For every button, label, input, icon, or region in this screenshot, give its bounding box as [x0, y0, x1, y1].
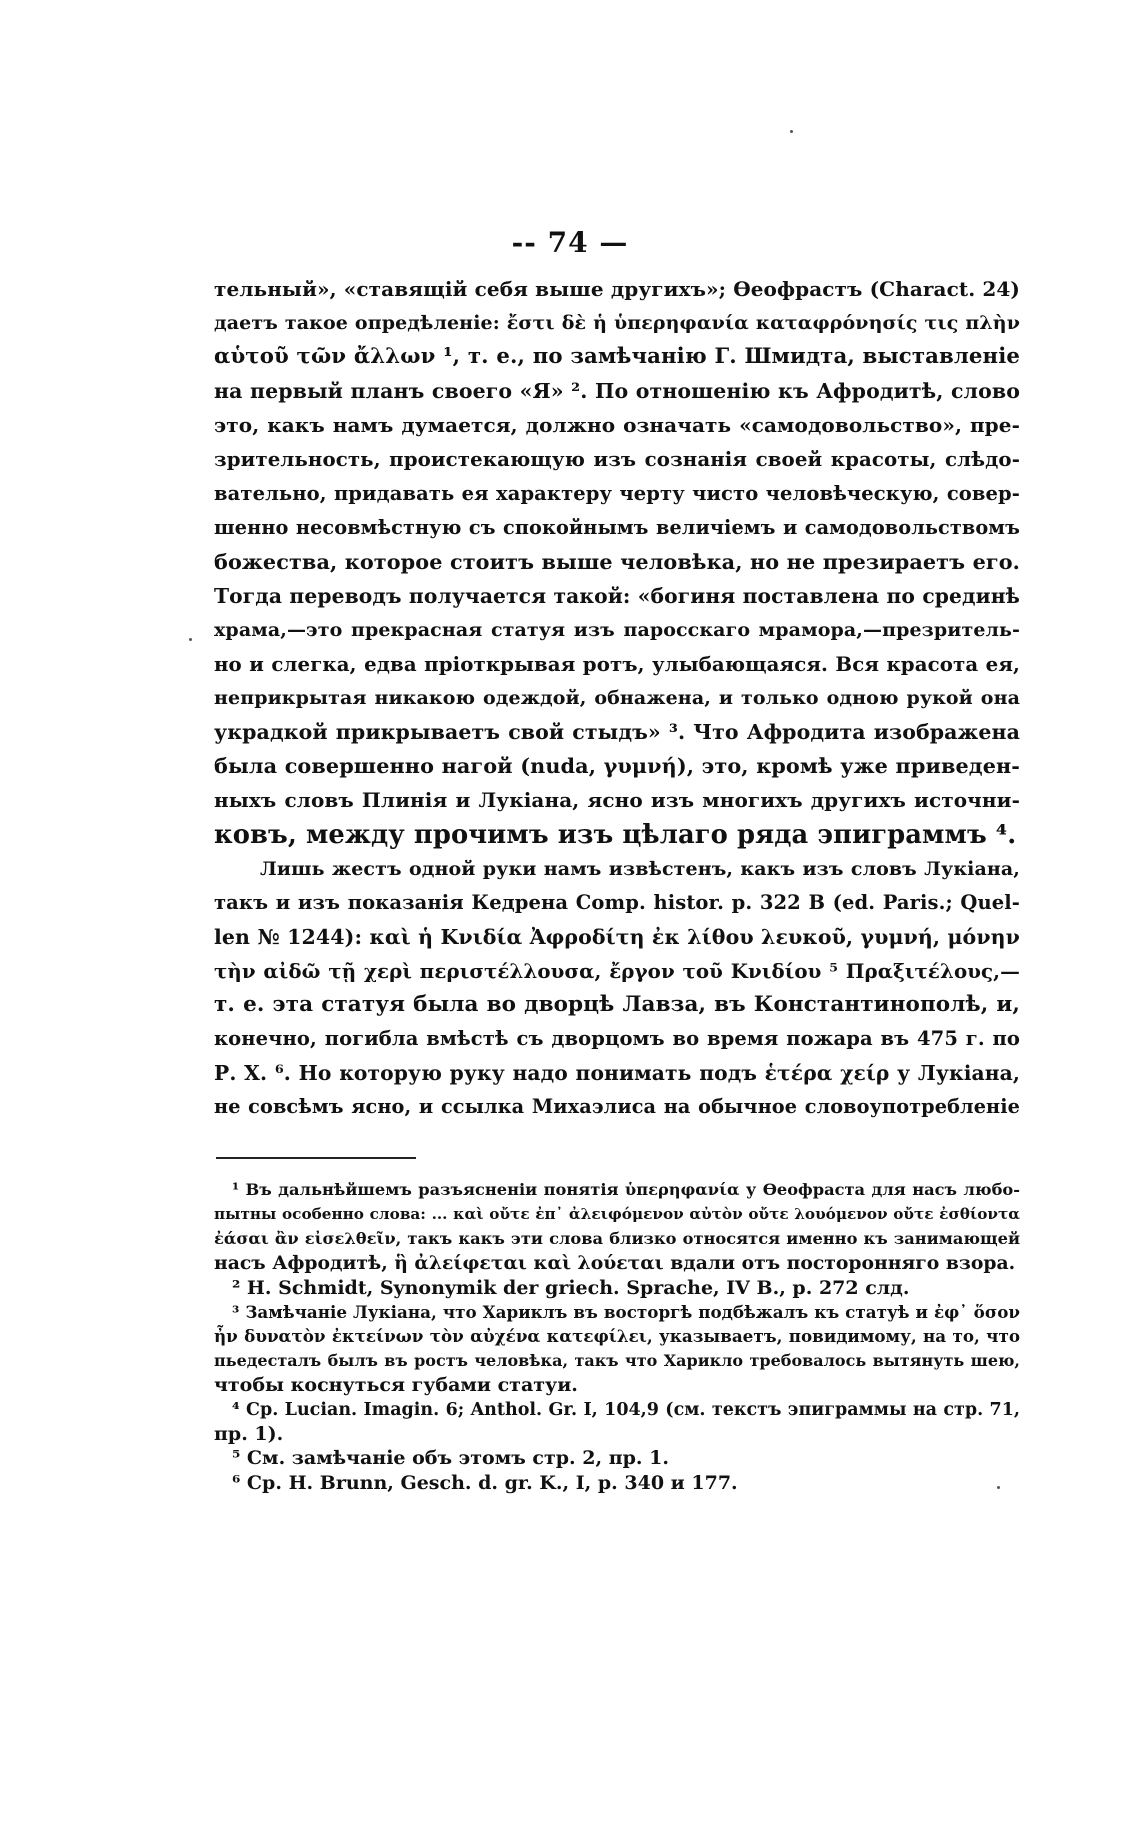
text-line: божества, которое стоитъ выше человѣка, но не презираетъ его.: [214, 549, 1020, 574]
footnote-2: ² H. Schmidt, Synonymik der griech. Sprache, IV B., p. 272 слд.: [232, 1276, 910, 1299]
text-line: это, какъ намъ думается, должно означать «самодовольство», пре-: [214, 413, 1020, 438]
text-line: не совсѣмъ ясно, и ссылка Михаэлиса на обычное словоупотребленіе: [214, 1095, 1020, 1119]
footnote-3-line: ἦν δυνατὸν ἐκτείνων τὸν αὐχένα κατεφίλει, указываетъ, повидимому, на то, что: [214, 1326, 1020, 1347]
text-line: даетъ такое опредѣленіе: ἔστι δὲ ἡ ὑπερηφανία καταφρόνησίς τις πλὴν: [214, 312, 1020, 335]
text-line: тельный», «ставящій себя выше другихъ»; Өеофрастъ (Charact. 24): [214, 277, 1020, 301]
text-line: τὴν αἰδῶ τῇ χερὶ περιστέλλουσα, ἔργον τοῦ Κνιδίου ⁵ Πραξιτέλους,—: [214, 958, 1020, 983]
text-line: ныхъ словъ Плинія и Лукіана, ясно изъ многихъ другихъ источни-: [214, 788, 1020, 813]
footnote-1-line: ἐάσαι ἂν εἰσελθεῖν, такъ какъ эти слова близко относятся именно къ занимающей: [214, 1228, 1020, 1248]
text-line: храма,—это прекрасная статуя изъ паросскаго мрамора,—презритель-: [214, 618, 1020, 641]
footnote-1-line: насъ Афродитѣ, ἣ ἀλείφεται καὶ λούεται вдали отъ посторонняго взора.: [214, 1252, 1016, 1275]
footnote-5: ⁵ См. замѣчаніе объ этомъ стр. 2, пр. 1.: [232, 1447, 669, 1470]
text-line: ковъ, между прочимъ изъ цѣлаго ряда эпиграммъ ⁴.: [214, 819, 1017, 850]
footnote-3-line: чтобы коснуться губами статуи.: [214, 1374, 578, 1397]
text-line: была совершенно нагой (nuda, γυμνή), это, кромѣ уже приведен-: [214, 754, 1020, 779]
footnotes: [214, 1178, 1020, 1495]
text-line: на первый планъ своего «Я» ². По отношенію къ Афродитѣ, слово: [214, 379, 1020, 404]
text-line: Тогда переводъ получается такой: «богиня поставлена по срединѣ: [214, 583, 1020, 608]
footnote-3-line: ³ Замѣчаніе Лукіана, что Хариклъ въ восторгѣ подбѣжалъ къ статуѣ и ἐφ᾽ ὅσον: [232, 1301, 1020, 1322]
main-text: [214, 272, 1020, 1124]
footnote-1-line: ¹ Въ дальнѣйшемъ разъясненіи понятія ὑπερηφανία у Өеофраста для насъ любо-: [232, 1180, 1020, 1199]
page-number: -- 74 —: [511, 226, 629, 259]
text-line: зрительность, проистекающую изъ сознанія своей красоты, слѣдо-: [214, 447, 1020, 472]
scan-speck: [790, 130, 793, 133]
text-line: конечно, погибла вмѣстѣ съ дворцомъ во время пожара въ 475 г. по: [214, 1027, 1020, 1051]
text-line: шенно несовмѣстную съ спокойнымъ величіемъ и самодовольствомъ: [214, 515, 1020, 539]
paragraph-start-line: Лишь жестъ одной руки намъ извѣстенъ, какъ изъ словъ Лукіана,: [260, 857, 1020, 880]
text-line: len № 1244): καὶ ἡ Κνιδία Ἀφροδίτη ἐκ λίθου λευκοῦ, γυμνή, μόνην: [214, 924, 1020, 949]
text-line: украдкой прикрываетъ свой стыдъ» ³. Что Афродита изображена: [214, 720, 1020, 745]
text-line: т. е. эта статуя была во дворцѣ Лавза, въ Константинополѣ, и,: [214, 991, 1020, 1017]
scan-speck: [189, 638, 192, 641]
text-line: такъ и изъ показанія Кедрена Comp. histor. p. 322 B (ed. Paris.; Quel-: [214, 890, 1020, 914]
footnote-separator: [216, 1157, 416, 1159]
footnote-3-line: пьедесталъ былъ въ ростъ человѣка, такъ что Харикло требовалось вытянуть шею,: [214, 1350, 1020, 1370]
footnote-6: ⁶ Cp. H. Brunn, Gesch. d. gr. K., I, p. 340 и 177.: [232, 1471, 738, 1494]
text-line: Р. Х. ⁶. Но которую руку надо понимать подъ ἑτέρα χείρ у Лукіана,: [214, 1061, 1020, 1086]
footnote-4-line: пр. 1).: [214, 1422, 284, 1445]
footnote-1-line: пытны особенно слова: ... καὶ οὔτε ἐπ᾽ ἀλειφόμενον αὐτὸν οὔτε λουόμενον οὔτε ἐσθίοντα: [214, 1205, 1020, 1224]
footnote-4-line: ⁴ Cp. Lucian. Imagin. 6; Anthol. Gr. I, 104,9 (см. текстъ эпиграммы на стр. 71,: [232, 1399, 1020, 1420]
text-line: неприкрытая никакою одеждой, обнажена, и только одною рукой она: [214, 687, 1020, 710]
text-line: но и слегка, едва пріоткрывая ротъ, улыбающаяся. Вся красота ея,: [214, 652, 1020, 677]
text-line: вательно, придавать ея характеру черту чисто человѣческую, совер-: [214, 481, 1020, 505]
text-line: αὑτοῦ τῶν ἄλλων ¹, т. е., по замѣчанію Г. Шмидта, выставленіе: [214, 344, 1020, 370]
